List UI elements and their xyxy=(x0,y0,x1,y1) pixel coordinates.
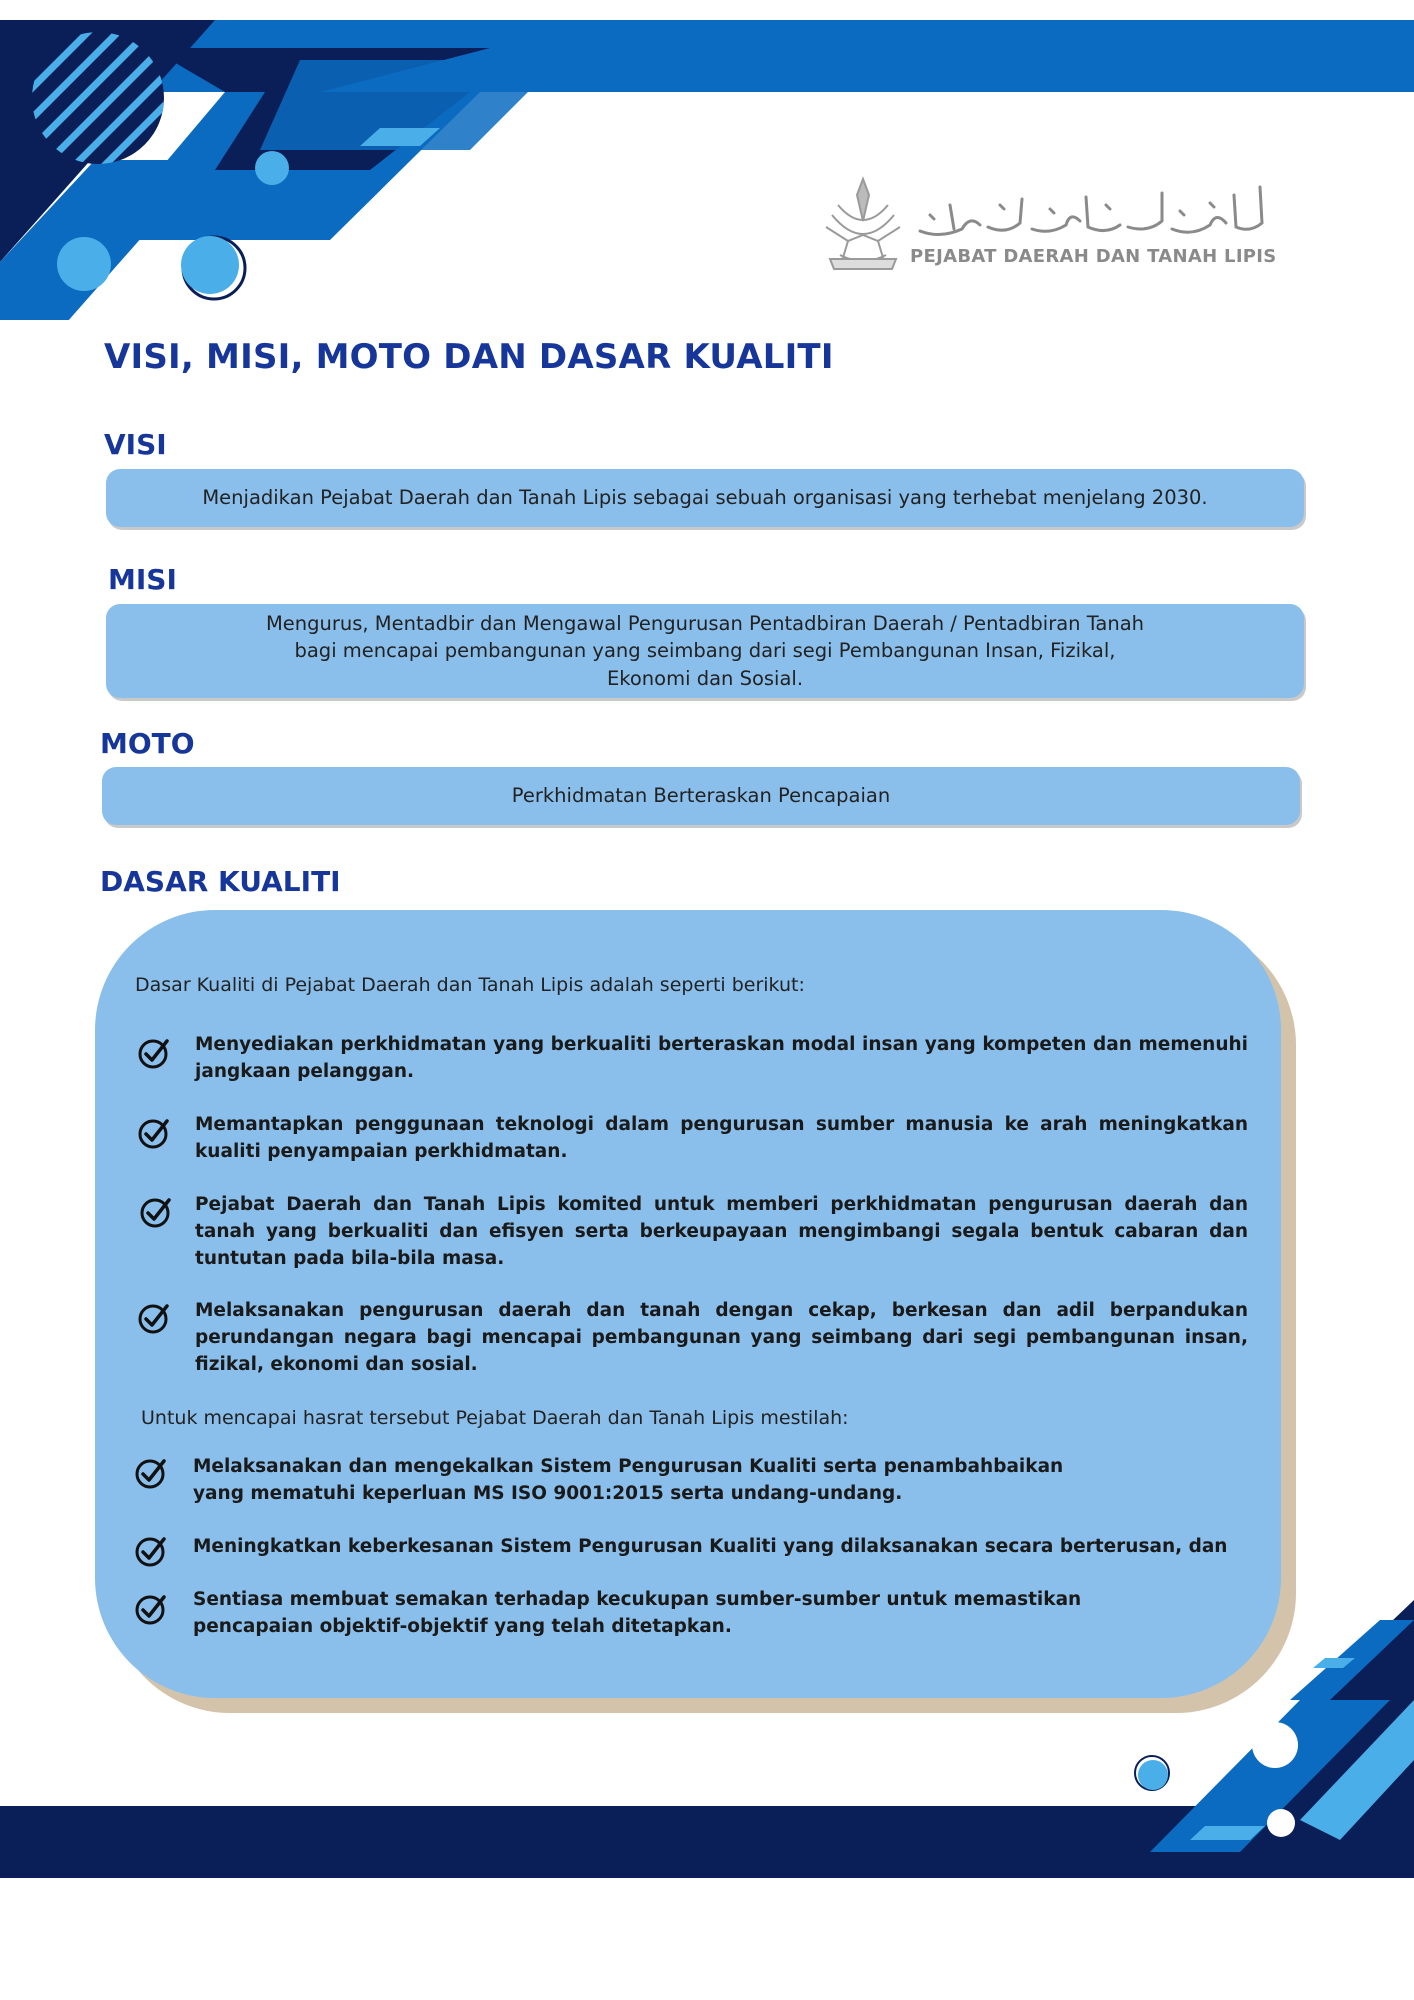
crest-icon xyxy=(818,175,908,275)
dasar-kualiti-heading: DASAR KUALITI xyxy=(100,865,341,898)
quality-action: Sentiasa membuat semakan terhadap kecukupan sumber-sumber untuk memastikan pencapaian objektif-objektif yang telah ditetapkan. xyxy=(193,1589,1082,1637)
check-circle-icon xyxy=(134,1456,168,1490)
quality-intro: Dasar Kualiti di Pejabat Daerah dan Tanah Lipis adalah seperti berikut: xyxy=(135,974,805,996)
footer-bar xyxy=(0,1806,1414,1878)
office-name: PEJABAT DAERAH DAN TANAH LIPIS xyxy=(910,246,1277,267)
moto-text: Perkhidmatan Berteraskan Pencapaian xyxy=(511,784,891,808)
misi-panel xyxy=(106,604,1304,698)
check-circle-icon xyxy=(137,1116,171,1150)
check-circle-icon xyxy=(137,1301,171,1335)
quality-point: Memantapkan penggunaan teknologi dalam pengurusan sumber manusia ke arah meningkatkan kualiti penyampaian perkhidmatan. xyxy=(195,1114,1248,1162)
quality-point: Menyediakan perkhidmatan yang berkualiti berteraskan modal insan yang kompeten dan memenuhi jangkaan pelanggan. xyxy=(195,1034,1248,1082)
visi-heading: VISI xyxy=(104,428,167,461)
office-logo xyxy=(818,175,1277,275)
quality-point: Melaksanakan pengurusan daerah dan tanah dengan cekap, berkesan dan adil berpandukan perundangan negara bagi mencapai pembangunan yang seimbang dari segi pembangunan insan, fizikal, ekonomi dan sosial. xyxy=(195,1300,1248,1375)
misi-text: Mengurus, Mentadbir dan Mengawal Pengurusan Pentadbiran Daerah / Pentadbiran Tanah bagi mencapai pembangunan yang seimbang dari segi Pembangunan Insan, Fizikal, Ekonomi dan Sosial. xyxy=(265,612,1145,690)
misi-heading: MISI xyxy=(108,563,177,596)
moto-panel xyxy=(102,767,1300,825)
quality-action: Melaksanakan dan mengekalkan Sistem Pengurusan Kualiti serta penambahbaikan yang mematuhi keperluan MS ISO 9001:2015 serta undang-undang. xyxy=(193,1456,1064,1504)
check-circle-icon xyxy=(134,1534,168,1568)
page-title: VISI, MISI, MOTO DAN DASAR KUALITI xyxy=(104,337,834,377)
calligraphy-icon xyxy=(910,175,1270,245)
check-circle-icon xyxy=(139,1195,173,1229)
moto-heading: MOTO xyxy=(100,727,195,760)
quality-point: Pejabat Daerah dan Tanah Lipis komited untuk memberi perkhidmatan pengurusan daerah dan tanah yang berkualiti dan efisyen serta berkeupayaan mengimbangi segala bentuk cabaran dan tuntutan pada bila-bila masa. xyxy=(195,1194,1248,1269)
quality-intro-2: Untuk mencapai hasrat tersebut Pejabat Daerah dan Tanah Lipis mestilah: xyxy=(141,1407,849,1429)
quality-action: Meningkatkan keberkesanan Sistem Pengurusan Kualiti yang dilaksanakan secara berterusan, dan xyxy=(193,1536,1228,1557)
visi-text: Menjadikan Pejabat Daerah dan Tanah Lipis sebagai sebuah organisasi yang terhebat menjelang 2030. xyxy=(202,486,1208,510)
check-circle-icon xyxy=(134,1592,168,1626)
check-circle-icon xyxy=(137,1036,171,1070)
visi-panel xyxy=(106,469,1304,527)
